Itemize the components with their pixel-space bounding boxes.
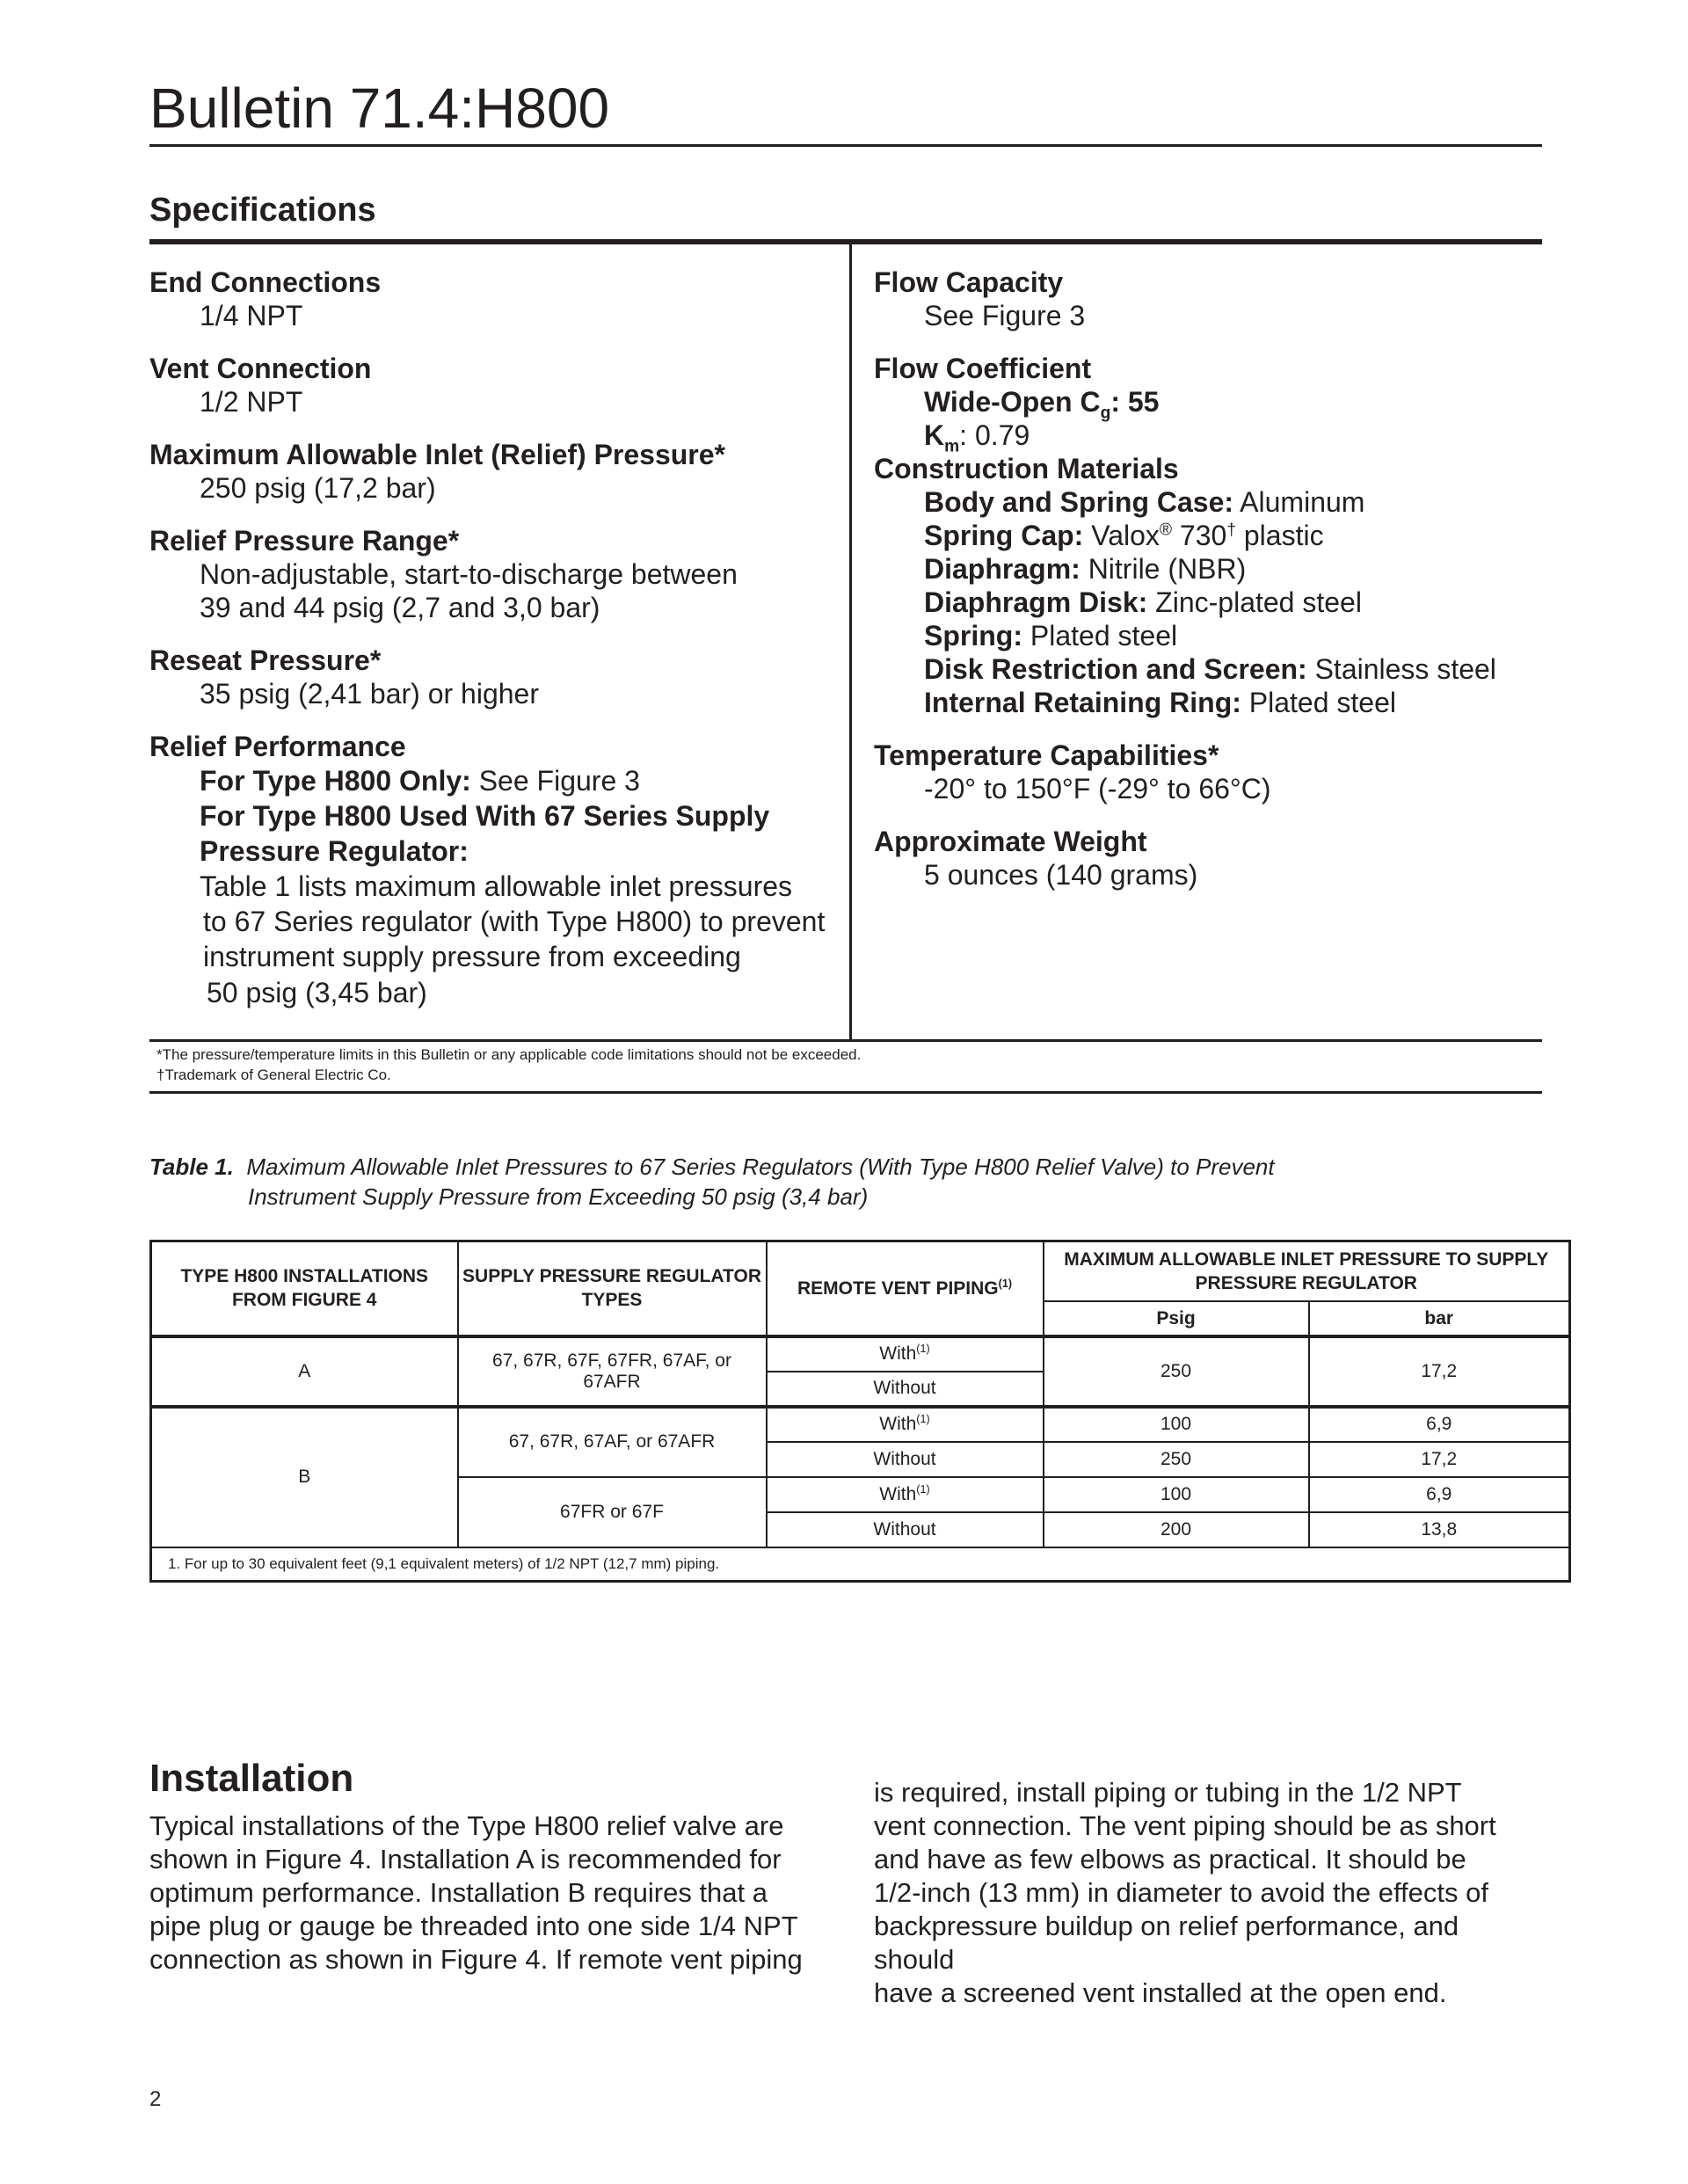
table-cell: 67, 67R, 67AF, or 67AFR (458, 1407, 767, 1477)
table-cell: 6,9 (1309, 1407, 1570, 1442)
material-value: Valox (1083, 520, 1160, 551)
table-cell: Without (767, 1372, 1044, 1407)
material-value: Nitrile (NBR) (1080, 553, 1247, 585)
note-marker: (1) (998, 1277, 1013, 1290)
table-cell: Without (767, 1512, 1044, 1547)
column-header: Psig (1044, 1301, 1309, 1336)
spec-max-inlet (149, 438, 835, 505)
installation-line: Typical installations of the Type H800 relief valve are (149, 1810, 784, 1841)
dagger-mark: † (1226, 521, 1236, 540)
vent-label: With (879, 1414, 917, 1434)
spec-left-column (149, 266, 835, 1030)
spec-value: Table 1 lists maximum allowable inlet pressures (200, 870, 793, 902)
spec-value: -20° to 150°F (-29° to 66°C) (924, 773, 1271, 804)
material-label: Spring: (924, 620, 1022, 652)
material-value: Plated steel (1022, 620, 1178, 652)
spec-construction (874, 452, 1542, 719)
table-cell: 100 (1044, 1477, 1309, 1512)
cg-label: Wide-Open C (924, 386, 1101, 418)
spec-value (874, 485, 1542, 519)
table-caption-label: Table 1. (149, 1154, 234, 1180)
spec-right-column (874, 266, 1542, 911)
material-value: Zinc-plated steel (1147, 586, 1362, 618)
installation-line: is required, install piping or tubing in the 1/2 NPT (874, 1777, 1462, 1808)
table-cell: 17,2 (1309, 1336, 1570, 1407)
cg-value: : 55 (1110, 386, 1160, 418)
spec-vent-connection (149, 352, 835, 419)
column-divider (849, 244, 852, 1041)
remote-vent-header-label: REMOTE VENT PIPING (797, 1278, 999, 1299)
installation-line: 1/2-inch (13 mm) in diameter to avoid the effects of (874, 1877, 1488, 1908)
with67-label: Pressure Regulator: (200, 835, 469, 867)
spec-relief-range (149, 524, 835, 624)
column-header: bar (1309, 1301, 1570, 1336)
h800-only-label: For Type H800 Only: (200, 765, 471, 797)
material-value: 730 (1172, 520, 1227, 551)
table-cell (767, 1407, 1044, 1442)
installation-line: pipe plug or gauge be threaded into one side 1/4 NPT (149, 1911, 798, 1941)
spec-relief-performance (149, 730, 835, 1011)
footnote-bottom-rule (149, 1091, 1542, 1094)
page-number: 2 (149, 2087, 162, 2111)
spec-weight (874, 825, 1542, 892)
spec-value (874, 385, 1542, 423)
table-row (151, 1407, 1570, 1442)
spec-value (874, 586, 1542, 619)
spec-label: Maximum Allowable Inlet (Relief) Pressure* (149, 439, 725, 470)
note-marker: (1) (916, 1413, 930, 1425)
spec-value (874, 552, 1542, 586)
installation-line: have a screened vent installed at the open end. (874, 1977, 1447, 2008)
spec-footnotes (156, 1045, 861, 1085)
spec-label: Flow Coefficient (874, 353, 1092, 384)
table-cell: A (151, 1336, 458, 1407)
installation-right-column (874, 1776, 1542, 2010)
column-header: TYPE H800 INSTALLATIONS FROM FIGURE 4 (151, 1241, 458, 1336)
material-value: Stainless steel (1306, 653, 1496, 685)
spec-value: to 67 Series regulator (with Type H800) to prevent (203, 906, 826, 937)
table-caption-text: Instrument Supply Pressure from Exceeding 50 psig (3,4 bar) (248, 1183, 869, 1210)
material-label: Disk Restriction and Screen: (924, 653, 1307, 685)
pressure-table (149, 1240, 1571, 1583)
note-marker: (1) (916, 1343, 930, 1355)
installation-line: shown in Figure 4. Installation A is recommended for (149, 1844, 782, 1875)
spec-value: 50 psig (3,45 bar) (207, 977, 427, 1008)
bulletin-title: Bulletin 71.4:H800 (149, 76, 610, 140)
spec-end-connections (149, 266, 835, 332)
note-marker: (1) (916, 1482, 930, 1496)
material-label: Spring Cap: (924, 520, 1084, 551)
material-value: plastic (1235, 520, 1324, 551)
km-label: K (924, 419, 945, 451)
spec-label: Reseat Pressure* (149, 644, 382, 676)
specifications-heading: Specifications (149, 192, 376, 229)
spec-label: Relief Performance (149, 731, 406, 762)
dagger-footnote: †Trademark of General Electric Co. (156, 1067, 391, 1083)
material-label: Diaphragm: (924, 553, 1080, 585)
material-label: Diaphragm Disk: (924, 586, 1148, 618)
table-cell: 17,2 (1309, 1442, 1570, 1477)
vent-label: With (879, 1343, 917, 1364)
spec-value: 35 psig (2,41 bar) or higher (200, 678, 539, 710)
spec-label: Construction Materials (874, 453, 1179, 484)
installation-line: optimum performance. Installation B requires that a (149, 1877, 768, 1908)
spec-value: instrument supply pressure from exceeding (203, 941, 741, 972)
table-cell: 200 (1044, 1512, 1309, 1547)
spec-value: Non-adjustable, start-to-discharge between (200, 558, 738, 590)
table-cell: 100 (1044, 1407, 1309, 1442)
table-cell (767, 1336, 1044, 1372)
material-value: Aluminum (1233, 486, 1365, 518)
table-footnote: 1. For up to 30 equivalent feet (9,1 equivalent meters) of 1/2 NPT (12,7 mm) piping. (151, 1547, 1570, 1582)
installation-heading: Installation (149, 1757, 354, 1800)
table-cell: B (151, 1407, 458, 1547)
spec-label: Approximate Weight (874, 826, 1147, 857)
km-value: : 0.79 (959, 419, 1030, 451)
table-cell: Without (767, 1442, 1044, 1477)
spec-value: 250 psig (17,2 bar) (200, 472, 436, 504)
spec-flow-coefficient (874, 352, 1542, 456)
spec-label: Temperature Capabilities* (874, 739, 1219, 771)
column-header: SUPPLY PRESSURE REGULATOR TYPES (458, 1241, 767, 1336)
table-cell (767, 1477, 1044, 1512)
h800-only-value: See Figure 3 (470, 765, 640, 797)
registered-mark: ® (1159, 521, 1173, 540)
header-rule (149, 144, 1542, 147)
spec-value: 1/4 NPT (200, 300, 303, 331)
spec-label: Vent Connection (149, 353, 372, 384)
table-cell: 6,9 (1309, 1477, 1570, 1512)
spec-label: Relief Pressure Range* (149, 525, 460, 557)
cg-subscript: g (1100, 404, 1111, 423)
spec-value (874, 519, 1542, 552)
spec-value (874, 652, 1542, 686)
material-label: Internal Retaining Ring: (924, 687, 1241, 718)
spec-value: 1/2 NPT (200, 386, 303, 418)
table-cell: 13,8 (1309, 1512, 1570, 1547)
spec-value: 5 ounces (140 grams) (924, 859, 1198, 891)
column-header (767, 1241, 1044, 1336)
spec-temperature (874, 739, 1542, 805)
km-subscript: m (944, 437, 960, 456)
asterisk-footnote: *The pressure/temperature limits in this Bulletin or any applicable code limitations should not be exceeded. (156, 1046, 862, 1063)
table-caption (149, 1152, 1275, 1212)
spec-value: 39 and 44 psig (2,7 and 3,0 bar) (200, 592, 600, 623)
spec-reseat (149, 644, 835, 710)
spec-label: Flow Capacity (874, 266, 1064, 298)
table-cell: 67FR or 67F (458, 1477, 767, 1547)
installation-line: connection as shown in Figure 4. If remote vent piping (149, 1944, 803, 1975)
material-label: Body and Spring Case: (924, 486, 1234, 518)
spec-value (874, 686, 1542, 719)
table-caption-text: Maximum Allowable Inlet Pressures to 67 Series Regulators (With Type H800 Relief Valve) to Prevent (246, 1154, 1275, 1180)
table-cell: 250 (1044, 1336, 1309, 1407)
table-cell: 67, 67R, 67F, 67FR, 67AF, or 67AFR (458, 1336, 767, 1407)
spec-value (149, 763, 835, 798)
material-value: Plated steel (1241, 687, 1396, 718)
installation-line: vent connection. The vent piping should be as short (874, 1810, 1496, 1841)
table-row (151, 1547, 1570, 1582)
column-header: MAXIMUM ALLOWABLE INLET PRESSURE TO SUPPLY PRESSURE REGULATOR (1044, 1241, 1570, 1301)
vent-label: With (879, 1483, 917, 1504)
spec-flow-capacity (874, 266, 1542, 332)
installation-line: backpressure buildup on relief performance, and should (874, 1911, 1459, 1975)
installation-left-column (149, 1809, 844, 1977)
spec-label: End Connections (149, 266, 382, 298)
specifications-rule (149, 239, 1542, 244)
spec-value (874, 619, 1542, 652)
table-cell: 250 (1044, 1442, 1309, 1477)
installation-line: and have as few elbows as practical. It should be (874, 1844, 1466, 1875)
table-row (151, 1336, 1570, 1372)
spec-value: See Figure 3 (924, 300, 1086, 331)
footnote-top-rule (149, 1039, 1542, 1042)
with67-label: For Type H800 Used With 67 Series Supply (200, 800, 770, 832)
spec-value (874, 419, 1542, 456)
